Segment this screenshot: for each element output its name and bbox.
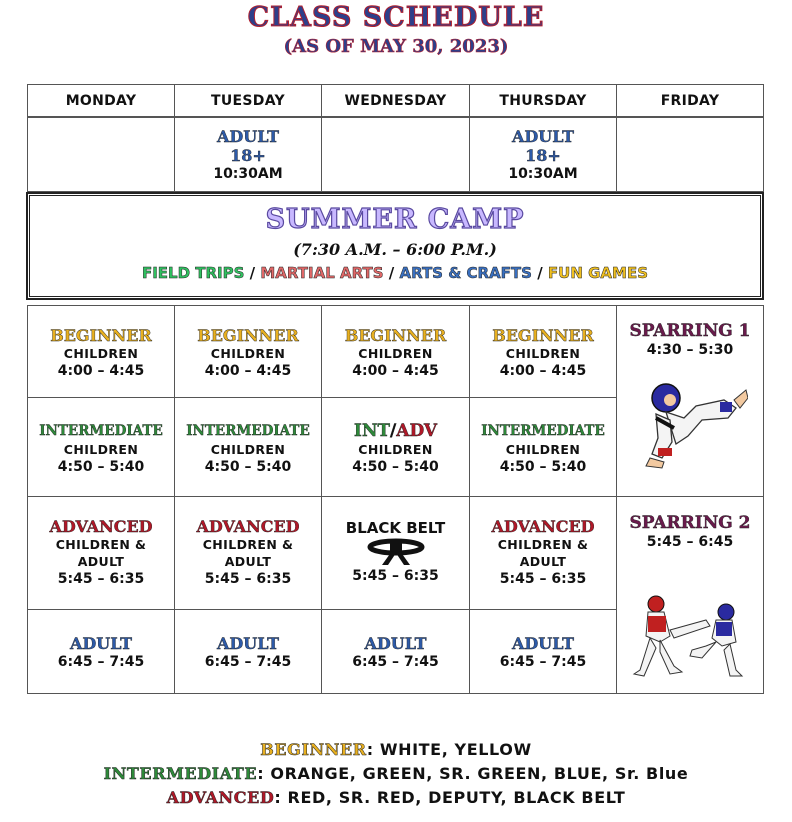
class-time: 6:45 – 7:45 [352,653,439,670]
class-time: 4:00 – 4:45 [57,363,145,379]
class-group: CHILDREN & [55,536,147,552]
legend-key: INTERMEDIATE [103,764,258,783]
class-level: ADULT [511,633,575,653]
class-cell-thursday-advanced [470,512,616,592]
adv-label: ADV [396,421,438,441]
activity-separator: / [249,264,256,282]
page-subtitle: (AS OF MAY 30, 2023) [283,36,509,57]
legend-key: BEGINNER [260,740,367,759]
legend-beginner [0,740,792,759]
class-level: ADULT [364,633,427,653]
class-age: 18+ [525,146,561,165]
int-adv-slash: / [390,421,397,441]
class-group: CHILDREN [210,442,286,457]
class-time: 5:45 – 6:35 [57,570,145,587]
class-group: ADULT [77,553,125,569]
class-level: ADULT [69,633,133,653]
day-header-thursday: THURSDAY [499,92,587,109]
class-time: 4:50 – 5:40 [499,459,587,475]
class-time: 4:00 – 4:45 [499,363,587,379]
class-level [354,422,437,441]
legend-key: ADVANCED [166,788,275,807]
class-group: ADULT [519,553,567,569]
legend-value: : ORANGE, GREEN, SR. GREEN, BLUE, Sr. Blue [257,764,689,783]
class-time: 5:45 – 6:45 [646,534,734,550]
legend-value: : RED, SR. RED, DEPUTY, BLACK BELT [274,788,626,807]
class-group: CHILDREN [63,442,139,457]
class-cell-tuesday-beginner [175,318,321,388]
class-group: CHILDREN [505,442,581,457]
black-belt-icon [364,537,428,567]
class-level: INTERMEDIATE [39,423,163,439]
class-time: 5:45 – 6:35 [499,570,587,587]
class-group: CHILDREN & [497,536,589,552]
taekwondo-kick-icon [636,378,748,470]
class-age: 18+ [230,146,266,165]
class-time: 4:50 – 5:40 [57,459,145,475]
taekwondo-sparring-icon [630,590,746,680]
legend-value: : WHITE, YELLOW [366,740,532,759]
class-time: 6:45 – 7:45 [57,653,145,670]
class-cell-thursday-intermediate [470,414,616,484]
class-level: SPARRING 1 [629,321,751,341]
class-cell-monday-beginner [28,318,174,388]
class-cell-thursday-adult-morning [470,120,616,190]
summer-camp-banner [27,193,763,299]
class-cell-thursday-adult [470,624,616,680]
activity-field-trips: FIELD TRIPS [141,264,245,282]
class-level: SPARRING 2 [629,513,751,533]
activity-arts-crafts: ARTS & CRAFTS [399,264,532,282]
int-label: INT [353,421,391,441]
day-header-tuesday: TUESDAY [211,92,285,109]
class-level: ADULT [511,127,575,146]
class-cell-tuesday-adult-morning [175,120,321,190]
class-group: CHILDREN [358,442,433,457]
class-cell-tuesday-adult [175,624,321,680]
class-level: ADULT [216,633,280,653]
summer-camp-hours: (7:30 A.M. – 6:00 P.M.) [293,240,497,259]
summer-camp-activities [30,264,760,282]
class-cell-friday-sparring1 [617,322,763,372]
class-cell-wednesday-int-adv [322,414,469,484]
class-level: ADVANCED [196,516,300,536]
class-level: BEGINNER [50,326,152,345]
class-level: BLACK BELT [345,519,446,537]
class-time: 5:45 – 6:35 [204,570,292,587]
page-title: CLASS SCHEDULE [247,2,545,33]
day-header-monday: MONDAY [65,92,137,109]
class-level: INTERMEDIATE [186,423,310,439]
activity-separator: / [388,264,395,282]
class-time: 10:30AM [508,166,578,182]
class-time: 5:45 – 6:35 [352,568,439,584]
class-group: CHILDREN [63,346,139,361]
class-cell-friday-sparring2 [617,514,763,564]
class-level: BEGINNER [344,326,447,345]
class-level: INTERMEDIATE [481,423,605,439]
class-level: ADVANCED [491,516,595,536]
activity-separator: / [537,264,543,282]
class-time: 10:30AM [213,166,283,182]
class-time: 4:50 – 5:40 [352,459,439,475]
class-cell-monday-advanced [28,512,174,592]
class-group: CHILDREN [505,346,581,361]
day-header-friday: FRIDAY [660,92,720,109]
class-cell-wednesday-beginner [322,318,469,388]
class-cell-wednesday-black-belt [322,510,469,594]
summer-camp-title: SUMMER CAMP [265,204,525,235]
class-group: CHILDREN [358,346,433,361]
class-level: BEGINNER [197,326,299,345]
class-time: 4:50 – 5:40 [204,459,292,475]
class-cell-monday-adult [28,624,174,680]
class-cell-tuesday-advanced [175,512,321,592]
class-cell-monday-intermediate [28,414,174,484]
day-header-wednesday: WEDNESDAY [344,92,447,109]
class-group: ADULT [224,553,272,569]
class-time: 4:00 – 4:45 [352,363,439,379]
class-cell-wednesday-adult [322,624,469,680]
activity-martial-arts: MARTIAL ARTS [260,264,384,282]
class-group: CHILDREN [210,346,286,361]
class-level: BEGINNER [492,326,594,345]
class-time: 4:30 – 5:30 [646,342,734,358]
class-time: 6:45 – 7:45 [204,653,292,670]
class-cell-tuesday-intermediate [175,414,321,484]
class-group: CHILDREN & [202,536,294,552]
class-time: 4:00 – 4:45 [204,363,292,379]
class-level: ADULT [216,127,280,146]
legend-advanced [0,788,792,807]
class-cell-thursday-beginner [470,318,616,388]
class-level: ADVANCED [49,516,153,536]
class-time: 6:45 – 7:45 [499,653,587,670]
legend-intermediate [0,764,792,783]
activity-fun-games: FUN GAMES [547,264,649,282]
